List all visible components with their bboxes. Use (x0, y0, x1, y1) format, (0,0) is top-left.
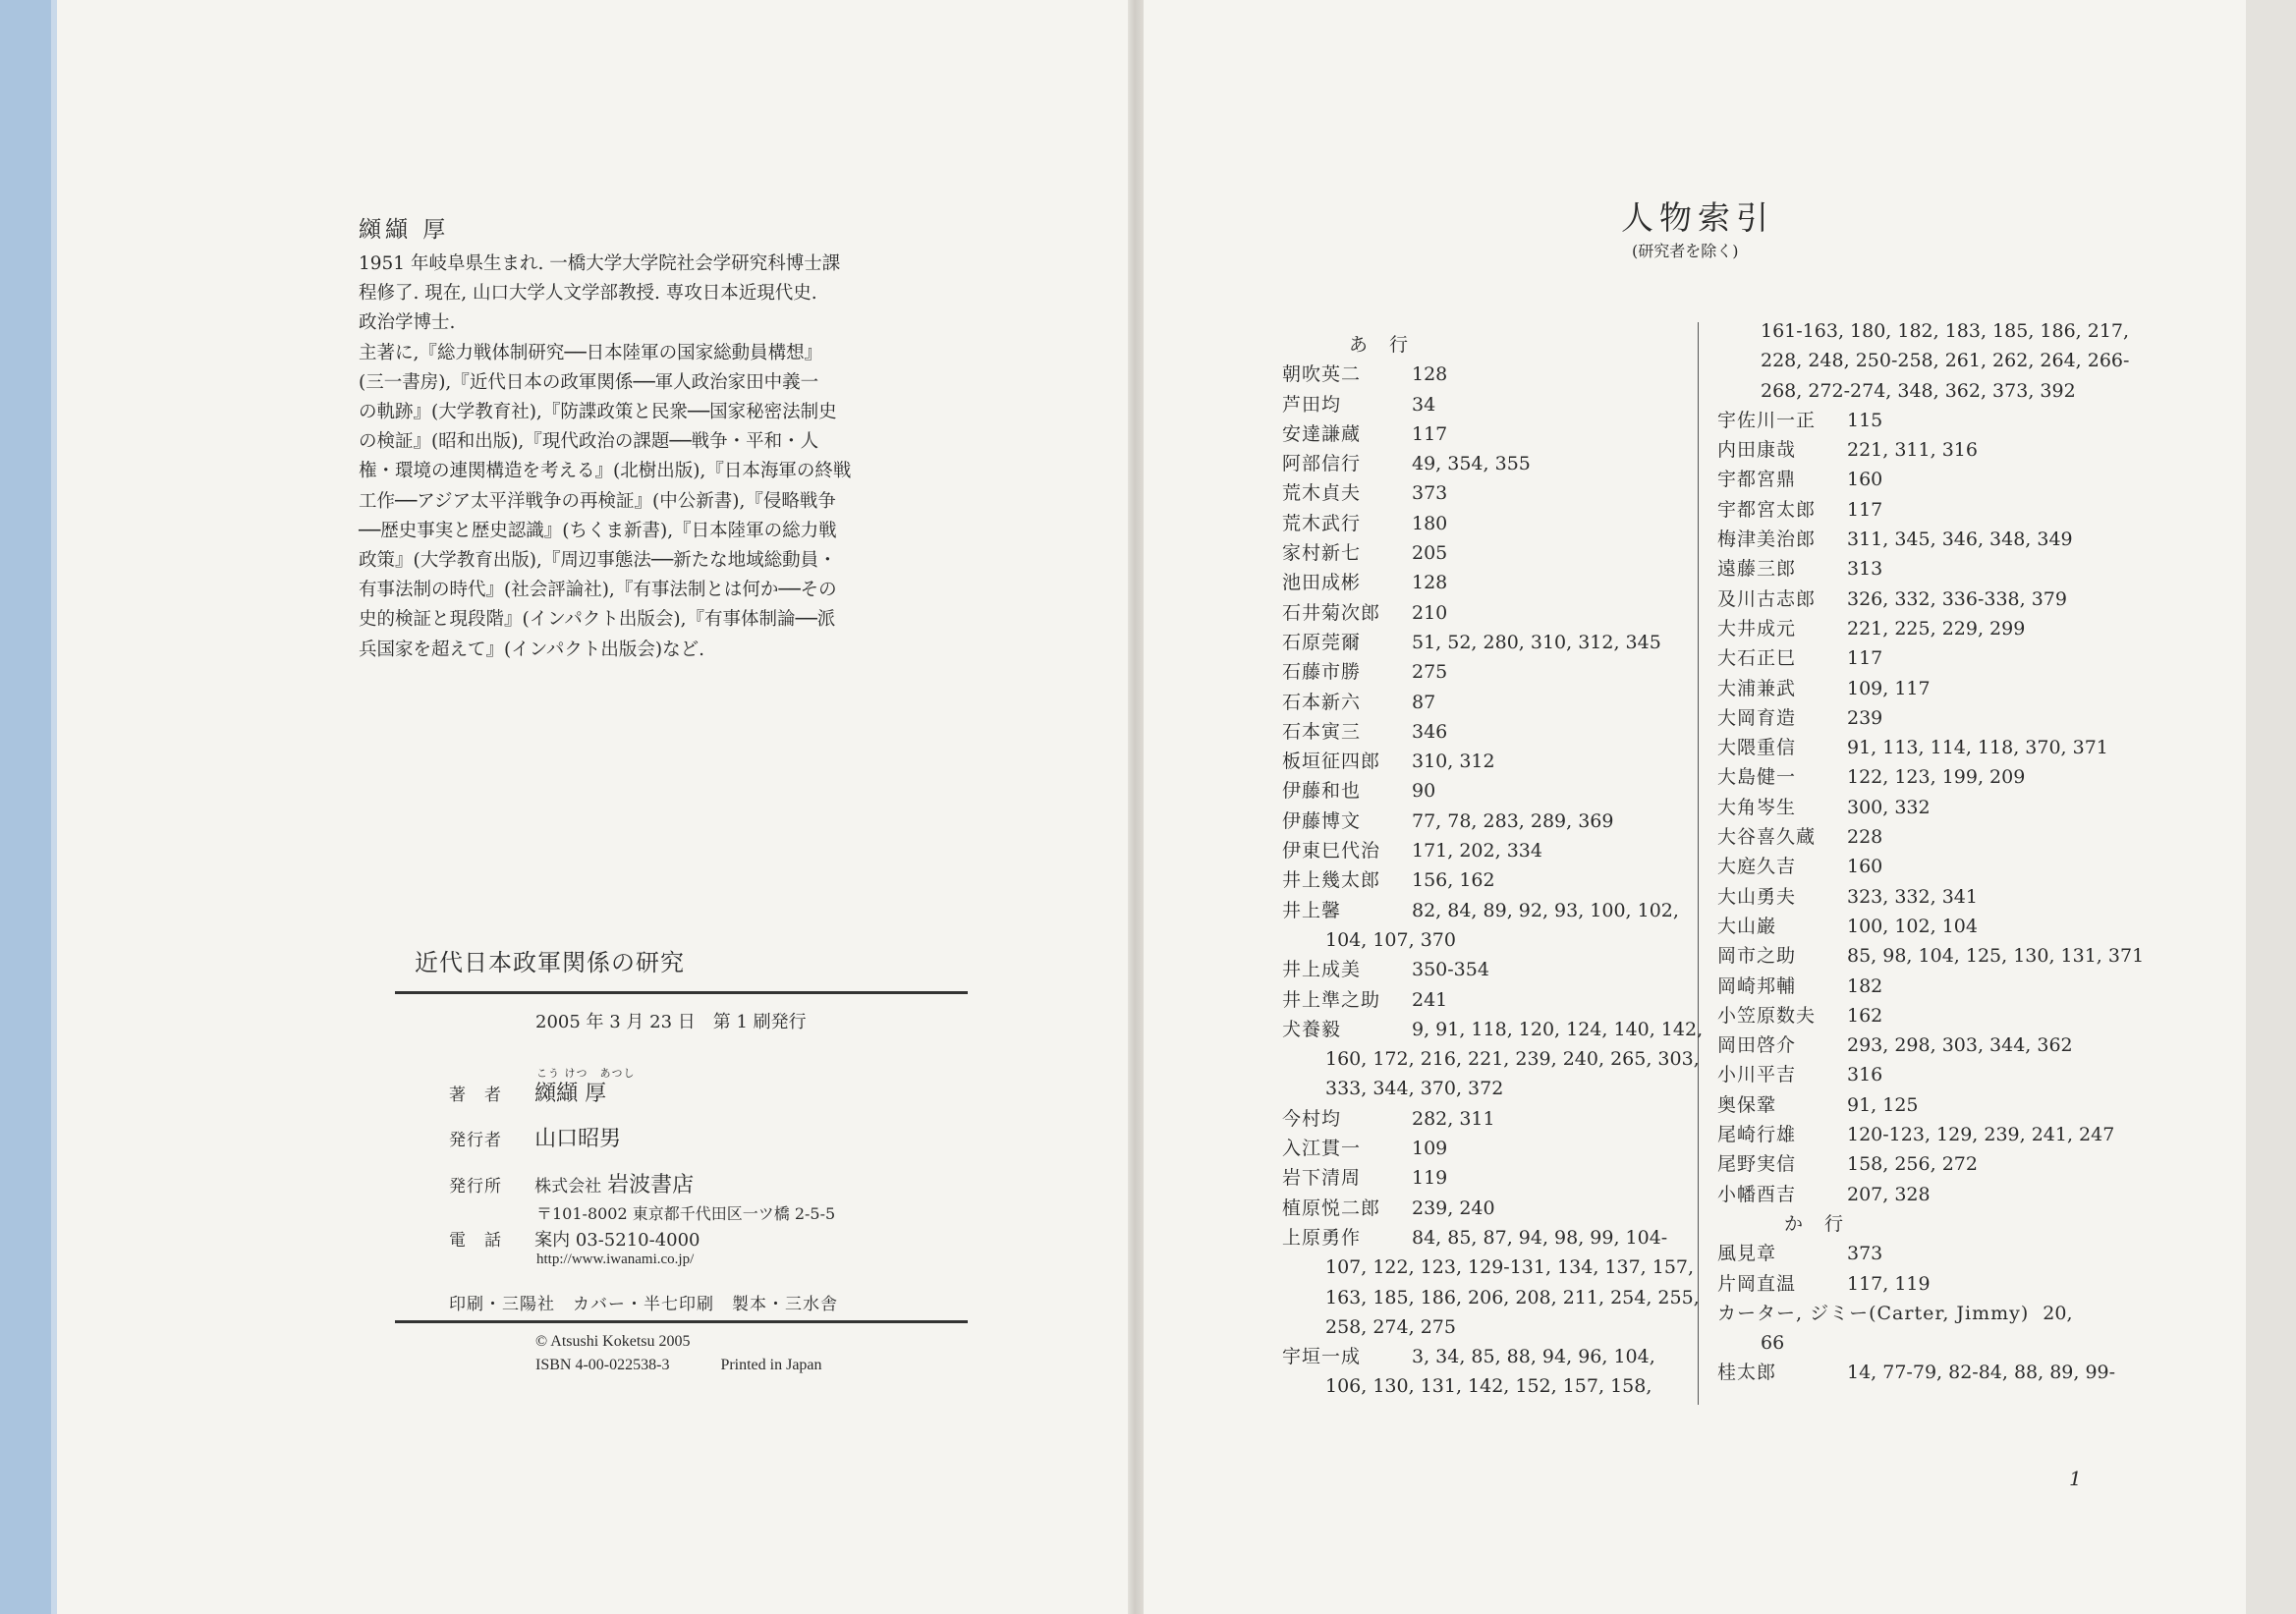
index-entry-name: 小川平吉 (1717, 1064, 1797, 1086)
index-entry (1717, 1060, 2130, 1089)
index-entry-name: 大隈重信 (1717, 737, 1797, 759)
printers-line: 印刷・三陽社 カバー・半七印刷 製本・三水舎 (449, 1295, 838, 1314)
index-entry-name: 宇都宮鼎 (1717, 469, 1797, 491)
index-entry (1282, 776, 1695, 806)
index-entry-name: 尾野実信 (1717, 1153, 1797, 1176)
index-entry-name: 大島健一 (1717, 766, 1797, 789)
index-entry-name: 岡崎邦輔 (1717, 974, 1797, 997)
author-bio (359, 211, 968, 665)
index-entry-name: 石本新六 (1282, 691, 1362, 713)
index-entry (1282, 568, 1695, 597)
publisher-label: 発行者 (449, 1131, 502, 1150)
publisher-row (449, 1122, 621, 1152)
bio-line: 権・環境の連関構造を考える』(北樹出版),『日本海軍の終戦 (359, 461, 852, 482)
bio-line: 政治学博士. (359, 312, 456, 334)
index-entry-name: 井上成美 (1282, 959, 1362, 981)
index-entry (1717, 643, 2130, 673)
index-entry-name: 大井成元 (1717, 617, 1797, 640)
index-entry-name: 入江貫一 (1282, 1138, 1362, 1160)
index-entry-name: 井上幾太郎 (1282, 869, 1381, 892)
index-entry (1717, 495, 2130, 525)
index-entry (1717, 972, 2130, 1001)
colophon-rule-bottom (395, 1320, 968, 1323)
index-entry (1717, 1299, 2130, 1328)
index-entry (1282, 1194, 1695, 1223)
index-entry (1717, 614, 2130, 643)
publisher-value: 山口昭男 (534, 1127, 622, 1151)
index-entry (1717, 435, 2130, 465)
index-entry (1282, 628, 1695, 657)
index-subtitle: (研究者を除く) (1632, 242, 1739, 260)
index-entry-name: 及川古志郎 (1717, 587, 1817, 610)
index-entry-name: 板垣征四郎 (1282, 751, 1381, 773)
office-label: 発行所 (449, 1177, 502, 1197)
index-entry (1282, 896, 1695, 925)
isbn-line (535, 1357, 822, 1374)
index-entry (1717, 762, 2130, 792)
index-entry-name: 小幡酉吉 (1717, 1183, 1797, 1205)
index-entry-pages: 311, 345, 346, 348, 349 (1847, 529, 2073, 551)
bio-line: ──歴史事実と歴史認識』(ちくま新書),『日本陸軍の総力戦 (359, 520, 837, 541)
index-entry-name: 桂太郎 (1717, 1362, 1777, 1384)
index-section-heading: あ 行 (1349, 334, 1417, 356)
index-entry (1717, 1239, 2130, 1268)
index-continuation: 163, 185, 186, 206, 208, 211, 254, 255, (1325, 1286, 1700, 1308)
index-entry (1282, 657, 1695, 687)
index-entry (1717, 406, 2130, 435)
index-entry-pages: 84, 85, 87, 94, 98, 99, 104- (1412, 1226, 1668, 1249)
index-entry (1282, 1015, 1704, 1044)
index-entry-pages: 115 (1847, 409, 1883, 431)
index-entry (1282, 360, 1695, 389)
bio-line: 主著に,『総力戦体制研究──日本陸軍の国家総動員構想』 (359, 342, 823, 363)
bio-line: 工作──アジア太平洋戦争の再検証』(中公新書),『侵略戦争 (359, 490, 836, 512)
bio-line: の検証』(昭和出版),『現代政治の課題──戦争・平和・人 (359, 431, 819, 453)
index-entry-name: 伊藤和也 (1282, 780, 1362, 803)
index-entry-pages: 82, 84, 89, 92, 93, 100, 102, (1412, 899, 1679, 921)
index-entry (1717, 793, 2130, 822)
index-entry-pages: 346 (1412, 720, 1448, 743)
index-continuation: 66 (1761, 1332, 1785, 1355)
index-entry-name: 内田康哉 (1717, 439, 1797, 462)
index-entry (1717, 1269, 2130, 1299)
colophon-rule-top (395, 991, 968, 994)
index-entry-name: 植原悦二郎 (1282, 1197, 1381, 1219)
index-entry-name: 石藤市勝 (1282, 661, 1362, 684)
index-entry (1282, 449, 1695, 478)
index-entry (1717, 912, 2130, 941)
index-entry-name: 梅津美治郎 (1717, 529, 1817, 551)
index-entry-pages: 51, 52, 280, 310, 312, 345 (1412, 631, 1661, 653)
index-entry-pages: 171, 202, 334 (1412, 840, 1542, 863)
index-entry-name: 犬養毅 (1282, 1018, 1342, 1040)
index-entry-name: 風見章 (1717, 1243, 1777, 1265)
index-entry-name: カーター, ジミー(Carter, Jimmy) (1717, 1302, 2030, 1324)
index-entry-pages: 228 (1847, 826, 1883, 849)
index-entry-pages: 210 (1412, 601, 1448, 624)
author-name: 纐纈 厚 (359, 217, 450, 243)
index-entry (1282, 1342, 1695, 1371)
index-entry-pages: 128 (1412, 572, 1448, 594)
author-ruby: こう けつ あつし (536, 1067, 636, 1080)
index-entry (1717, 465, 2130, 494)
index-entry-name: 宇佐川一正 (1717, 409, 1817, 431)
index-entry (1282, 1134, 1695, 1163)
index-entry-pages: 100, 102, 104 (1847, 915, 1978, 937)
index-entry-pages: 326, 332, 336-338, 379 (1847, 587, 2067, 610)
index-entry-name: 上原勇作 (1282, 1226, 1362, 1249)
index-entry (1282, 538, 1695, 568)
index-entry-pages: 323, 332, 341 (1847, 885, 1978, 908)
index-continuation: 161-163, 180, 182, 183, 185, 186, 217, (1761, 320, 2130, 342)
phone-value: 案内 03-5210-4000 (534, 1230, 700, 1251)
index-entry (1282, 509, 1695, 538)
index-entry-pages: 205 (1412, 542, 1448, 565)
index-title: 人物索引 (1621, 198, 1774, 237)
bio-line: 程修了. 現在, 山口大学人文学部教授. 専攻日本近現代史. (359, 283, 817, 305)
index-entry (1282, 478, 1695, 508)
index-entry (1282, 598, 1695, 628)
index-continuation: 258, 274, 275 (1325, 1315, 1456, 1338)
page-number: 1 (2069, 1467, 2082, 1490)
index-entry-pages: 182 (1847, 974, 1883, 997)
index-entry-pages: 160 (1847, 856, 1883, 878)
index-entry-name: 大谷喜久蔵 (1717, 826, 1817, 849)
index-entry-pages: 180 (1412, 512, 1448, 534)
index-entry-pages: 373 (1847, 1243, 1883, 1265)
index-entry-name: 宇都宮太郎 (1717, 498, 1817, 521)
office-value: 岩波書店 (607, 1173, 695, 1197)
index-entry-pages: 293, 298, 303, 344, 362 (1847, 1034, 2073, 1057)
index-entry-pages: 122, 123, 199, 209 (1847, 766, 2026, 789)
bio-line: 政策』(大学教育出版),『周辺事態法──新たな地域総動員・ (359, 550, 837, 572)
index-entry-pages: 109, 117 (1847, 677, 1931, 699)
index-entry (1282, 717, 1695, 747)
book-title: 近代日本政軍関係の研究 (415, 949, 685, 976)
index-column-left (1282, 330, 1704, 1402)
index-entry-name: 宇垣一成 (1282, 1346, 1362, 1368)
index-entry (1717, 1001, 2130, 1030)
bio-line: (三一書房),『近代日本の政軍関係──軍人政治家田中義一 (359, 371, 819, 393)
index-entry-pages: 156, 162 (1412, 869, 1495, 892)
index-entry-name: 荒木貞夫 (1282, 482, 1362, 505)
index-entry-name: 大岡育造 (1717, 706, 1797, 729)
index-entry-name: 今村均 (1282, 1107, 1342, 1130)
index-entry-name: 井上準之助 (1282, 988, 1381, 1011)
index-entry (1282, 985, 1695, 1015)
index-entry-pages: 90 (1412, 780, 1436, 803)
index-entry-name: 朝吹英二 (1282, 363, 1362, 386)
index-entry-name: 伊東巳代治 (1282, 840, 1381, 863)
column-divider (1698, 322, 1699, 1405)
index-entry-name: 芦田均 (1282, 393, 1342, 416)
index-entry (1717, 852, 2130, 881)
index-entry-name: 大石正巳 (1717, 647, 1797, 670)
index-entry-pages: 117 (1847, 498, 1883, 521)
index-continuation: 107, 122, 123, 129-131, 134, 137, 157, (1325, 1256, 1695, 1279)
index-entry-pages: 313 (1847, 558, 1883, 581)
index-entry-pages: 239 (1847, 706, 1883, 729)
phone-label: 電 話 (449, 1231, 502, 1251)
index-entry-pages: 109 (1412, 1138, 1448, 1160)
index-entry-name: 奥保鞏 (1717, 1093, 1777, 1116)
index-continuation: 160, 172, 216, 221, 239, 240, 265, 303, (1325, 1048, 1700, 1071)
index-entry (1282, 390, 1695, 419)
publisher-url: http://www.iwanami.co.jp/ (536, 1252, 695, 1267)
index-entry-pages: 49, 354, 355 (1412, 453, 1531, 475)
index-entry-pages: 316 (1847, 1064, 1883, 1086)
index-entry-pages: 20, (2043, 1302, 2073, 1324)
index-entry-pages: 128 (1412, 363, 1448, 386)
index-entry-pages: 117 (1847, 647, 1883, 670)
index-entry-pages: 34 (1412, 393, 1436, 416)
index-entry-pages: 207, 328 (1847, 1183, 1931, 1205)
index-entry-pages: 158, 256, 272 (1847, 1153, 1978, 1176)
index-entry (1282, 955, 1695, 984)
phone-row (449, 1226, 700, 1252)
index-entry-pages: 119 (1412, 1167, 1448, 1190)
index-entry-name: 家村新七 (1282, 542, 1362, 565)
author-bio-text (359, 250, 968, 665)
index-entry-pages: 9, 91, 118, 120, 124, 140, 142, (1412, 1018, 1704, 1040)
index-entry-pages: 373 (1412, 482, 1448, 505)
author-label: 著 者 (449, 1085, 502, 1105)
index-entry-pages: 14, 77-79, 82-84, 88, 89, 99- (1847, 1362, 2116, 1384)
cover-edge (0, 0, 57, 1614)
index-entry (1717, 1180, 2130, 1209)
index-entry-pages: 117, 119 (1847, 1272, 1931, 1295)
index-entry (1717, 822, 2130, 852)
index-entry-name: 大角岑生 (1717, 796, 1797, 818)
index-entry-name: 尾崎行雄 (1717, 1124, 1797, 1146)
index-entry-pages: 310, 312 (1412, 751, 1495, 773)
index-entry (1282, 1163, 1695, 1193)
bio-line: 史的検証と現段階』(インパクト出版会),『有事体制論──派 (359, 609, 836, 631)
index-entry-pages: 160 (1847, 469, 1883, 491)
index-entry-name: 荒木武行 (1282, 512, 1362, 534)
index-entry (1717, 525, 2130, 554)
index-entry-name: 小笠原数夫 (1717, 1004, 1817, 1027)
bio-line: 有事法制の時代』(社会評論社),『有事法制とは何か──その (359, 580, 837, 601)
index-entry-pages: 3, 34, 85, 88, 94, 96, 104, (1412, 1346, 1655, 1368)
index-entry-name: 大庭久吉 (1717, 856, 1797, 878)
office-prefix: 株式会社 (534, 1177, 602, 1197)
index-entry (1282, 807, 1695, 836)
index-entry-pages: 241 (1412, 988, 1448, 1011)
index-entry-name: 遠藤三郎 (1717, 558, 1797, 581)
index-entry-name: 阿部信行 (1282, 453, 1362, 475)
index-entry (1717, 674, 2130, 703)
index-column-right (1717, 316, 2145, 1388)
bio-line: 兵国家を超えて』(インパクト出版会)など. (359, 639, 705, 660)
index-entry (1282, 836, 1695, 865)
index-entry (1717, 1030, 2130, 1060)
index-entry-pages: 239, 240 (1412, 1197, 1495, 1219)
isbn: ISBN 4-00-022538-3 (535, 1357, 670, 1373)
index-entry-name: 石原莞爾 (1282, 631, 1362, 653)
index-entry (1282, 419, 1695, 449)
index-entry-pages: 91, 113, 114, 118, 370, 371 (1847, 737, 2108, 759)
bio-line: 1951 年岐阜県生まれ. 一橋大学大学院社会学研究科博士課 (359, 253, 841, 274)
index-entry-name: 大山巌 (1717, 915, 1777, 937)
bio-line: の軌跡』(大学教育社),『防諜政策と民衆──国家秘密法制史 (359, 402, 837, 423)
index-entry (1282, 865, 1695, 895)
index-entry-pages: 117 (1412, 422, 1448, 445)
index-entry (1717, 1090, 2130, 1120)
author-value: 纐纈 厚 (534, 1082, 607, 1106)
index-continuation: 268, 272-274, 348, 362, 373, 392 (1761, 379, 2076, 402)
index-entry (1717, 703, 2130, 733)
index-entry-name: 伊藤博文 (1282, 809, 1362, 832)
index-continuation: 106, 130, 131, 142, 152, 157, 158, (1325, 1375, 1652, 1398)
index-entry-name: 大山勇夫 (1717, 885, 1797, 908)
index-continuation: 104, 107, 370 (1325, 928, 1456, 951)
index-entry-pages: 221, 225, 229, 299 (1847, 617, 2026, 640)
index-entry-name: 岩下清周 (1282, 1167, 1362, 1190)
index-entry-pages: 282, 311 (1412, 1107, 1495, 1130)
index-continuation: 333, 344, 370, 372 (1325, 1078, 1504, 1100)
index-section-heading: か 行 (1784, 1212, 1852, 1235)
index-entry (1717, 882, 2130, 912)
index-entry (1717, 1358, 2130, 1387)
index-entry-name: 岡市之助 (1717, 945, 1797, 968)
index-entry-name: 大浦兼武 (1717, 677, 1797, 699)
index-entry-name: 岡田啓介 (1717, 1034, 1797, 1057)
index-entry-pages: 162 (1847, 1004, 1883, 1027)
office-address: 〒101-8002 東京都千代田区一ツ橋 2-5-5 (536, 1204, 836, 1223)
index-entry (1717, 584, 2130, 614)
printed-in: Printed in Japan (720, 1357, 822, 1373)
index-entry (1282, 747, 1695, 776)
office-row (449, 1168, 694, 1198)
index-entry (1282, 1223, 1695, 1252)
index-entry-pages: 91, 125 (1847, 1093, 1919, 1116)
index-entry-pages: 87 (1412, 691, 1436, 713)
book-gutter (1128, 0, 1144, 1614)
index-entry-name: 井上馨 (1282, 899, 1342, 921)
index-entry (1717, 1149, 2130, 1179)
publication-date: 2005 年 3 月 23 日 第 1 刷発行 (535, 1012, 807, 1032)
index-entry (1717, 1120, 2130, 1149)
index-entry (1282, 688, 1695, 717)
index-entry-name: 片岡直温 (1717, 1272, 1797, 1295)
index-entry (1282, 1104, 1695, 1134)
index-entry-name: 石本寅三 (1282, 720, 1362, 743)
copyright: © Atsushi Koketsu 2005 (535, 1333, 691, 1350)
index-entry-name: 石井菊次郎 (1282, 601, 1381, 624)
index-entry (1717, 941, 2145, 971)
index-entry-pages: 77, 78, 283, 289, 369 (1412, 809, 1614, 832)
index-continuation: 228, 248, 250-258, 261, 262, 264, 266- (1761, 350, 2130, 372)
index-entry-pages: 275 (1412, 661, 1448, 684)
index-entry-pages: 221, 311, 316 (1847, 439, 1978, 462)
scan-margin (2246, 0, 2296, 1614)
index-entry (1717, 554, 2130, 584)
index-entry-pages: 85, 98, 104, 125, 130, 131, 371 (1847, 945, 2145, 968)
index-entry-name: 池田成彬 (1282, 572, 1362, 594)
index-entry-name: 安達謙蔵 (1282, 422, 1362, 445)
index-entry-pages: 300, 332 (1847, 796, 1931, 818)
index-entry (1717, 733, 2130, 762)
index-entry-pages: 120-123, 129, 239, 241, 247 (1847, 1124, 2115, 1146)
index-entry-pages: 350-354 (1412, 959, 1489, 981)
author-row (449, 1077, 606, 1107)
